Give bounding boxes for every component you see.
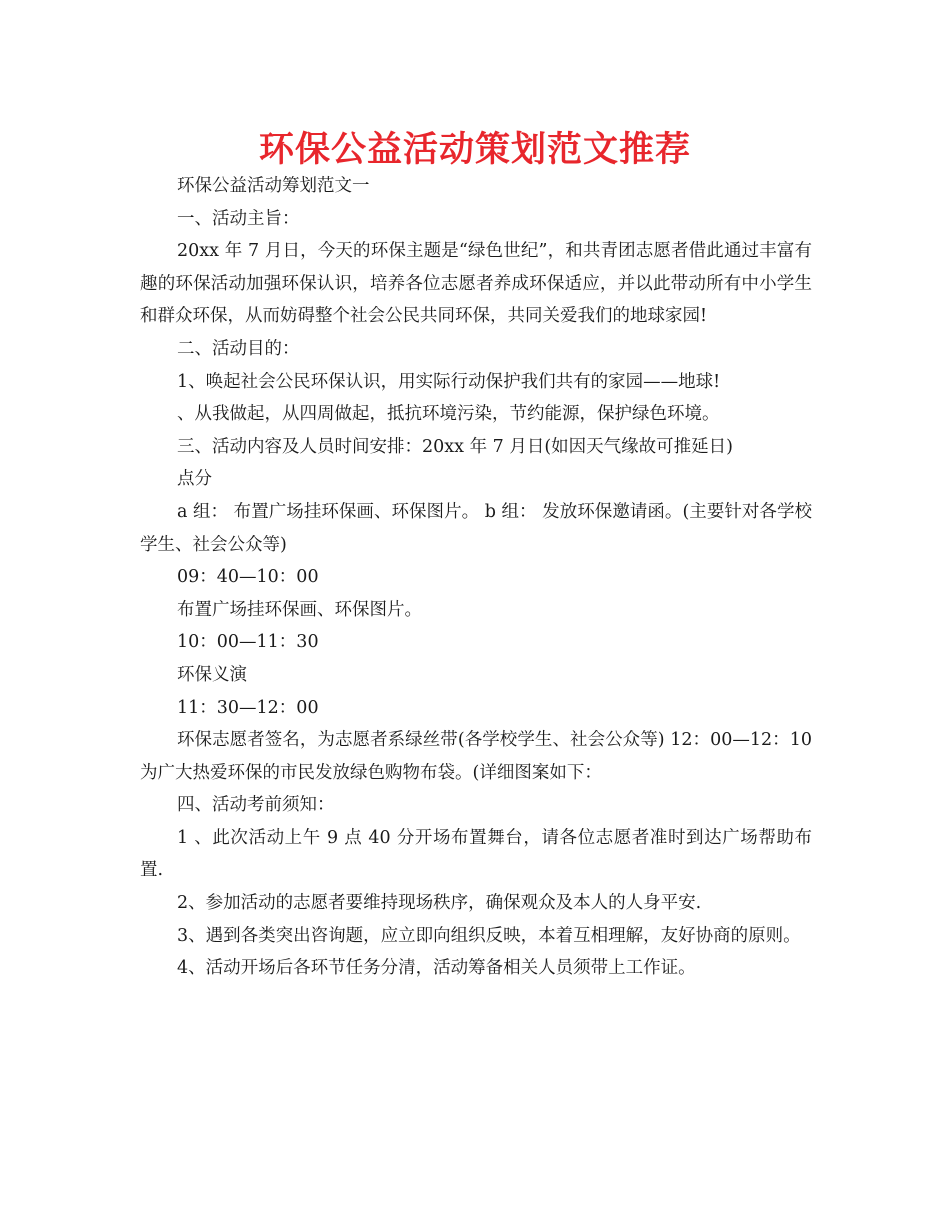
time-slot: 10：00—11：30 [177,632,319,653]
list-item: 2、参加活动的志愿者要维持现场秩序，确保观众及本人的人身平安. [177,893,702,914]
time-slot: 09：40—10：00 [177,567,319,588]
paragraph: 环保义演 [177,664,247,685]
document-body [140,170,812,985]
document-title: 环保公益活动策划范文推荐 [258,130,691,170]
list-item: 3、遇到各类突出咨询题，应立即向组织反映，本着互相理解，友好协商的原则。 [177,925,801,946]
paragraph: 环保公益活动筹划范文一 [177,176,370,196]
list-item: 、从我做起，从四周做起，抵抗环境污染，节约能源，保护绿色环境。 [177,404,720,425]
list-item: 1、唤起社会公民环保认识，用实际行动保护我们共有的家园——地球! [177,371,721,392]
paragraph: a 组： 布置广场挂环保画、环保图片。 b 组： 发放环保邀请函。(主要针对各学校学生、社会公众等) [140,501,812,555]
paragraph: 布置广场挂环保画、环保图片。 [177,599,422,620]
section-heading-goal: 二、活动目的： [177,338,300,359]
paragraph: 20xx 年 7 月日，今天的环保主题是“绿色世纪”，和共青团志愿者借此通过丰富有趣的环保活动加强环保认识，培养各位志愿者养成环保适应，并以此带动所有中小学生和群众环保，从而妨碍整个社会公民共同环保，共同关爱我们的地球家园! [140,241,812,327]
list-item: 4、活动开场后各环节任务分清，活动筹备相关人员须带上工作证。 [177,958,696,979]
section-heading-notes: 四、活动考前须知： [177,795,335,816]
paragraph: 点分 [177,469,212,490]
list-item: 1 、此次活动上午 9 点 40 分开场布置舞台，请各位志愿者准时到达广场帮助布置. [140,827,812,881]
time-slot: 11：30—12：00 [177,697,319,718]
section-heading-schedule: 三、活动内容及人员时间安排：20xx 年 7 月日(如因天气缘故可推延日) [177,436,733,457]
section-heading-purpose: 一、活动主旨： [177,208,300,229]
paragraph: 环保志愿者签名，为志愿者系绿丝带(各学校学生、社会公众等) 12：00—12：10 为广大热爱环保的市民发放绿色购物布袋。(详细图案如下： [140,730,812,783]
